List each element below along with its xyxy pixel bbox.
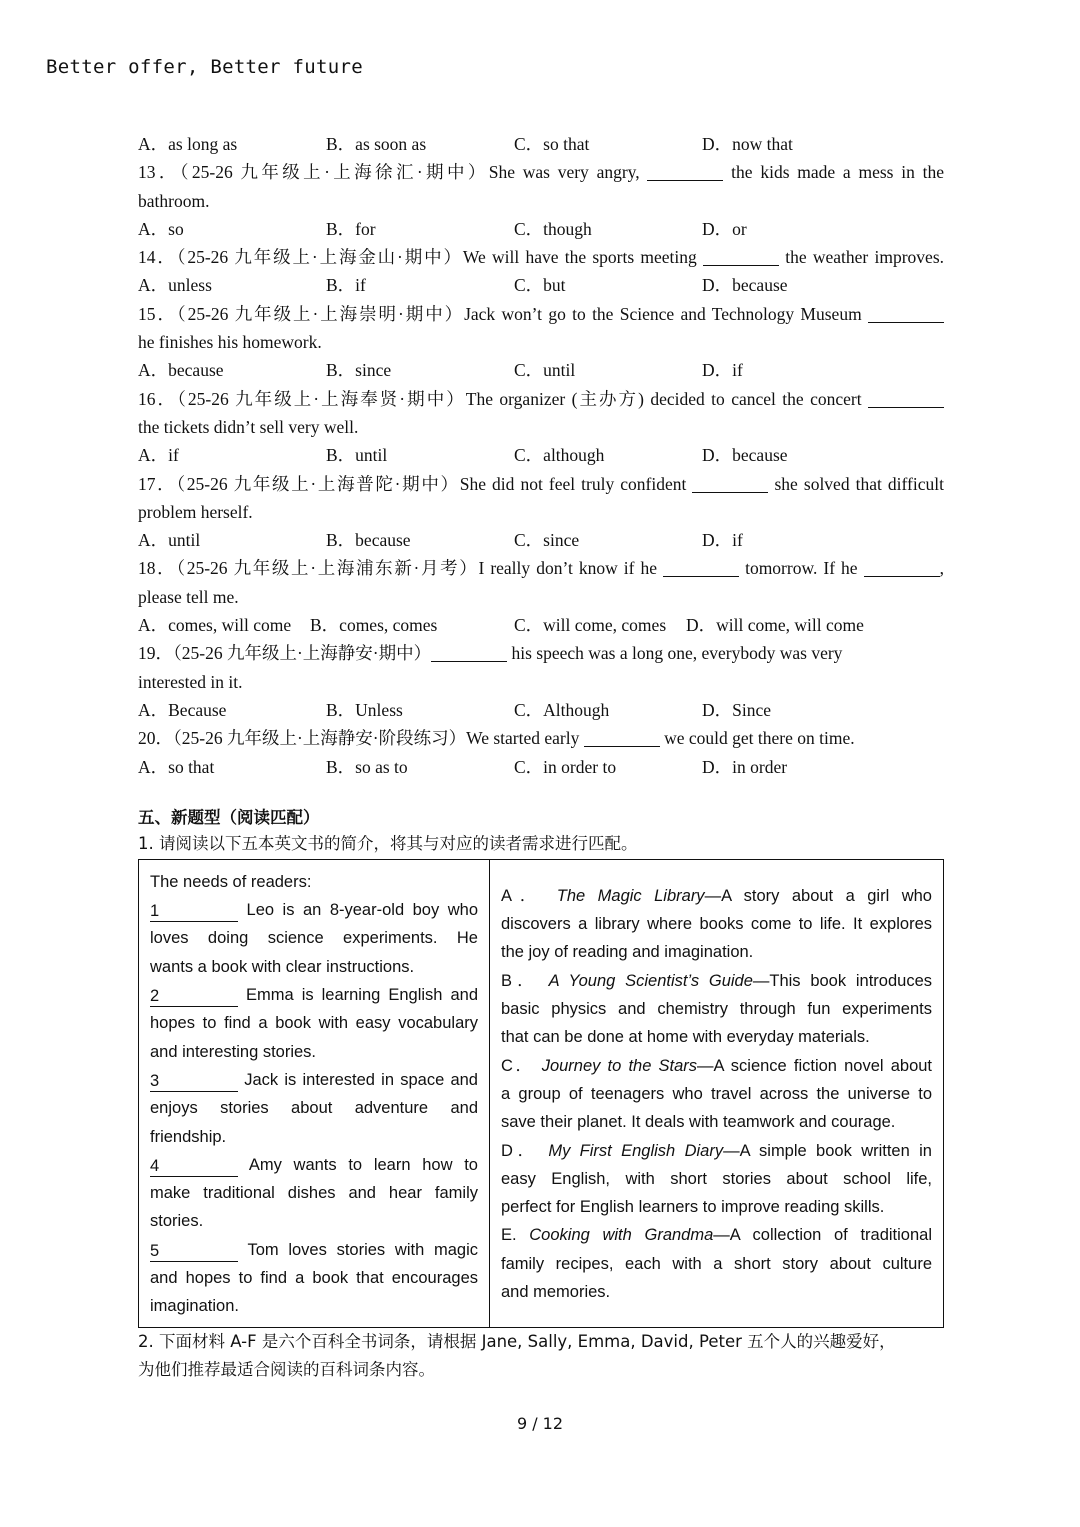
option-d: D．because	[702, 275, 788, 296]
option-a: A．comes, will come	[138, 615, 292, 636]
question-text: 17．（25-26 九年级上·上海普陀·期中）She did not feel truly confident	[138, 473, 693, 494]
option-c: C．so that	[514, 134, 590, 154]
question-line	[138, 554, 944, 582]
question-line	[138, 300, 944, 328]
options-row	[138, 271, 944, 299]
page-header: Better offer, Better future	[46, 56, 363, 78]
question-20	[138, 724, 944, 781]
question-13	[138, 158, 944, 243]
option-c: C．although	[514, 445, 605, 466]
question-17	[138, 470, 944, 555]
option-d: D．in order	[702, 756, 788, 777]
answer-blank	[647, 160, 723, 181]
option-d: D．now that	[702, 134, 793, 154]
option-b: B．Unless	[326, 699, 403, 720]
book-title: Cooking with Grandma	[529, 1226, 714, 1245]
need-item: 2 Emma is learning English and hopes to find a book with easy vocabulary and interesting stories.	[150, 986, 478, 1061]
option-d: D．will come, will come	[686, 615, 864, 636]
option-b: B．because	[326, 530, 411, 551]
question-text: the kids made a mess in the	[723, 162, 944, 183]
option-b: B．until	[326, 445, 388, 466]
option-b: B．since	[326, 360, 392, 381]
question-line: interested in it.	[138, 671, 243, 692]
answer-blank	[868, 387, 944, 408]
option-d: D．because	[702, 445, 788, 466]
option-c: C．until	[514, 360, 576, 381]
question-line	[138, 724, 944, 752]
needs-column	[139, 859, 490, 1327]
option-d: D．if	[702, 530, 743, 551]
question-text: 15．（25-26 九年级上·上海崇明·期中）Jack won’t go to the Science and Technology Museum	[138, 303, 868, 324]
books-column	[490, 859, 944, 1327]
option-c: C．though	[514, 218, 592, 239]
option-d: D．or	[702, 218, 747, 239]
option-b: B．as soon as	[326, 134, 427, 154]
book-item: D． My First English Diary—A simple book written in easy English, with short stories about school life, perfect for English learners to improve reading skills.	[501, 1141, 932, 1217]
question-text: his speech was a long one, everybody was very	[507, 643, 843, 664]
answer-blank: 4	[150, 1155, 238, 1177]
question-text: ,	[939, 558, 944, 579]
option-b: B．if	[326, 275, 366, 296]
option-a: A．because	[138, 360, 224, 381]
question-14	[138, 243, 944, 300]
answer-blank	[692, 472, 768, 493]
question-text: she solved that difficult	[768, 473, 944, 494]
question-line: he finishes his homework.	[138, 332, 322, 353]
q2-instruction: 2. 下面材料 A-F 是六个百科全书词条，请根据 Jane, Sally, Emma, David, Peter 五个人的兴趣爱好， 为他们推荐最适合阅读的百科词条内容。	[138, 1331, 896, 1379]
option-a: A．Because	[138, 699, 227, 720]
book-title: Journey to the Stars	[541, 1056, 698, 1075]
option-c: C．will come, comes	[514, 615, 667, 636]
question-text: we could get there on time.	[659, 728, 855, 749]
option-a: A．until	[138, 530, 201, 551]
question-18	[138, 554, 944, 639]
answer-blank: 5	[150, 1240, 238, 1262]
option-c: C．Although	[514, 699, 610, 720]
options-row	[138, 215, 944, 243]
answer-blank	[663, 556, 739, 577]
question-text: 16．（25-26 九年级上·上海奉贤·期中）The organizer (主办方) decided to cancel the concert	[138, 388, 868, 409]
book-item: C． Journey to the Stars—A science fiction novel about a group of teenagers who travel across the universe to save their planet. It deals with teamwork and courage.	[501, 1056, 932, 1132]
question-line: problem herself.	[138, 501, 253, 522]
option-a: A．unless	[138, 275, 212, 296]
options-row	[138, 696, 944, 724]
answer-blank: 3	[150, 1070, 238, 1092]
answer-blank: 2	[150, 985, 238, 1007]
question-line: bathroom.	[138, 190, 210, 211]
answer-blank	[703, 245, 779, 266]
book-item: E. Cooking with Grandma—A collection of traditional family recipes, each with a short story about culture and memories.	[501, 1226, 932, 1301]
question-line: the tickets didn’t sell very well.	[138, 416, 359, 437]
option-a: A．as long as	[138, 134, 238, 154]
option-c: C．since	[514, 530, 580, 551]
option-d: D．Since	[702, 699, 772, 720]
answer-blank	[864, 556, 940, 577]
option-a: A．so	[138, 218, 184, 239]
question-text: 14．（25-26 九年级上·上海金山·期中）We will have the sports meeting	[138, 247, 704, 268]
question-16	[138, 385, 944, 470]
page-content	[138, 130, 944, 1384]
question-text: 18．（25-26 九年级上·上海浦东新·月考）I really don’t know if he	[138, 558, 664, 579]
section-title: 五、新题型（阅读匹配）	[138, 807, 320, 827]
question-text: 13．（25-26 九年级上·上海徐汇·期中）She was very angry,	[138, 162, 648, 183]
question-line: please tell me.	[138, 586, 239, 607]
option-c: C．in order to	[514, 756, 617, 777]
book-title: A Young Scientist’s Guide	[548, 971, 753, 990]
book-title: The Magic Library	[556, 886, 705, 905]
need-item: 3 Jack is interested in space and enjoys stories about adventure and friendship.	[150, 1070, 478, 1146]
options-row	[138, 526, 944, 554]
question-text: 20．（25-26 九年级上·上海静安·阶段练习）We started early	[138, 728, 584, 749]
options-row	[138, 441, 944, 469]
question-19	[138, 639, 944, 724]
question-line	[138, 470, 944, 498]
option-b: B．so as to	[326, 756, 408, 777]
question-text: the weather improves.	[779, 247, 944, 268]
question-text: tomorrow. If he	[739, 558, 864, 579]
option-a: A．if	[138, 445, 179, 466]
option-b: B．for	[326, 218, 376, 239]
question-text: 19．（25-26 九年级上·上海静安·期中）	[138, 643, 432, 664]
page-number: 9 / 12	[516, 1414, 564, 1433]
options-row	[138, 753, 944, 781]
answer-blank	[431, 641, 507, 662]
book-item: B． A Young Scientist’s Guide—This book introduces basic physics and chemistry through fun experiments that can be done at home with everyday materials.	[501, 971, 932, 1047]
need-item: 1 Leo is an 8-year-old boy who loves doing science experiments. He wants a book with clear instructions.	[150, 901, 478, 976]
q1-instruction: 1. 请阅读以下五本英文书的简介，将其与对应的读者需求进行匹配。	[138, 833, 638, 853]
q12-options	[138, 130, 944, 158]
book-title: My First English Diary	[548, 1141, 724, 1160]
needs-heading: The needs of readers:	[150, 872, 312, 891]
matching-table	[138, 859, 944, 1328]
need-item: 5 Tom loves stories with magic and hopes to find a book that encourages imagination.	[150, 1240, 478, 1316]
answer-blank	[868, 302, 944, 323]
question-line	[138, 243, 944, 271]
question-line	[138, 385, 944, 413]
option-a: A．so that	[138, 756, 215, 777]
options-row	[138, 356, 944, 384]
question-line	[138, 158, 944, 186]
option-d: D．if	[702, 360, 743, 381]
question-15	[138, 300, 944, 385]
option-b: B．comes, comes	[310, 615, 438, 636]
book-item: A． The Magic Library—A story about a girl who discovers a library where books come to life. It explores the joy of reading and imagination.	[501, 886, 932, 962]
option-c: C．but	[514, 275, 566, 296]
question-line	[138, 639, 944, 667]
answer-blank	[584, 726, 660, 747]
options-row	[138, 611, 944, 639]
answer-blank: 1	[150, 900, 238, 922]
need-item: 4 Amy wants to learn how to make traditional dishes and hear family stories.	[150, 1155, 478, 1231]
